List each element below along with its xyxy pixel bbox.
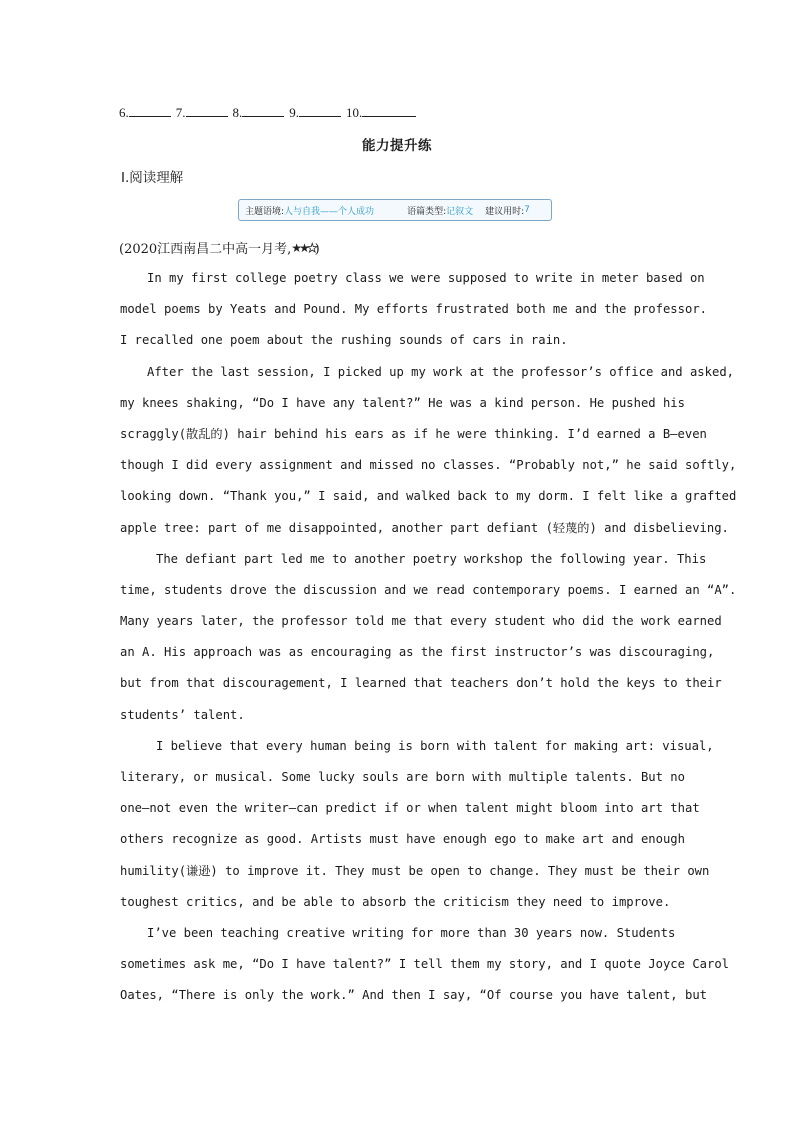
passage-line: one—not even the writer—can predict if or when talent might bloom into art that [120,801,700,816]
passage-line: scraggly(散乱的) hair behind his ears as if he were thinking. I’d earned a B—even [120,426,707,441]
answer-blank-line[interactable] [299,105,341,117]
theme-value: 人与自我——个人成功 [284,206,375,217]
passage-line: humility(谦逊) to improve it. They must be open to change. They must be their own [120,863,710,878]
answer-blank[interactable] [176,105,228,120]
info-box [238,199,552,221]
time-label: 建议用时: [485,206,525,217]
passage-line: After the last session, I picked up my work at the professor’s office and asked, [147,364,734,379]
passage-line: I recalled one poem about the rushing sounds of cars in rain. [120,333,568,348]
answer-blank-number: 10. [346,105,363,120]
answer-blank[interactable] [119,105,171,120]
empty-star-icon: ★ [306,241,315,255]
time-value: 7 [524,205,530,215]
part-heading: Ⅰ.阅读理解 [121,170,184,186]
genre-value: 记叙文 [446,206,474,217]
passage-line: but from that discouragement, I learned that teachers don’t hold the keys to their [120,676,722,691]
passage-line: others recognize as good. Artists must have enough ego to make art and enough [120,832,685,847]
theme-label: 主题语境: [245,206,285,217]
passage-line: I’ve been teaching creative writing for more than 30 years now. Students [147,925,676,940]
passage-paragraph [120,263,707,357]
filled-star-icon: ★ [291,241,300,255]
answer-blank-number: 9. [289,105,299,120]
answer-blank[interactable] [346,105,416,120]
answer-blank-line[interactable] [129,105,171,117]
source-text: (2020江西南昌二中高一月考, [119,242,292,257]
answer-blank-line[interactable] [186,105,228,117]
passage-line: model poems by Yeats and Pound. My efforts frustrated both me and the professor. [120,302,707,317]
answer-blanks-row [119,105,421,121]
passage-line: though I did every assignment and missed no classes. “Probably not,” he said softly, [120,458,737,473]
passage-line: Many years later, the professor told me that every student who did the work earned [120,614,722,629]
passage-line: sometimes ask me, “Do I have talent?” I tell them my story, and I quote Joyce Carol [120,957,730,972]
genre-label: 语篇类型: [407,206,447,217]
answer-blank-number: 7. [175,105,186,120]
source-note [119,238,320,257]
passage-line: my knees shaking, “Do I have any talent?” He was a kind person. He pushed his [120,395,685,410]
source-close: ) [314,242,320,257]
passage-line: I believe that every human being is born with talent for making art: visual, [156,738,714,753]
section-title: 能力提升练 [362,138,432,154]
filled-star-icon: ★ [299,241,307,255]
passage-line: looking down. “Thank you,” I said, and walked back to my dorm. I felt like a grafted [120,489,737,504]
passage-line: apple tree: part of me disappointed, another part defiant (轻蔑的) and disbelieving. [120,520,729,535]
passage-line: toughest critics, and be able to absorb the criticism they need to improve. [120,894,671,909]
passage-line: an A. His approach was as encouraging as the first instructor’s was discouraging, [120,645,715,660]
answer-blank-line[interactable] [362,105,416,117]
passage-line: literary, or musical. Some lucky souls are born with multiple talents. But no [120,770,685,784]
answer-blank-number: 6. [119,105,129,120]
passage-line: In my first college poetry class we were supposed to write in meter based on [147,271,705,285]
passage-line: Oates, “There is only the work.” And then I say, “Of course you have talent, but [120,988,707,1003]
answer-blank-number: 8. [232,105,243,120]
passage-body [120,263,737,1012]
difficulty-stars-icon [291,241,314,255]
answer-blank-line[interactable] [242,105,284,117]
passage-paragraph [120,357,737,544]
passage-line: students’ talent. [120,707,245,722]
answer-blank[interactable] [233,105,285,120]
answer-blank[interactable] [289,105,341,120]
passage-paragraph [120,544,737,731]
passage-paragraph [120,918,730,1012]
passage-line: time, students drove the discussion and we read contemporary poems. I earned an “A”. [120,582,737,597]
passage-paragraph [120,731,714,918]
passage-line: The defiant part led me to another poetry workshop the following year. This [156,551,707,566]
